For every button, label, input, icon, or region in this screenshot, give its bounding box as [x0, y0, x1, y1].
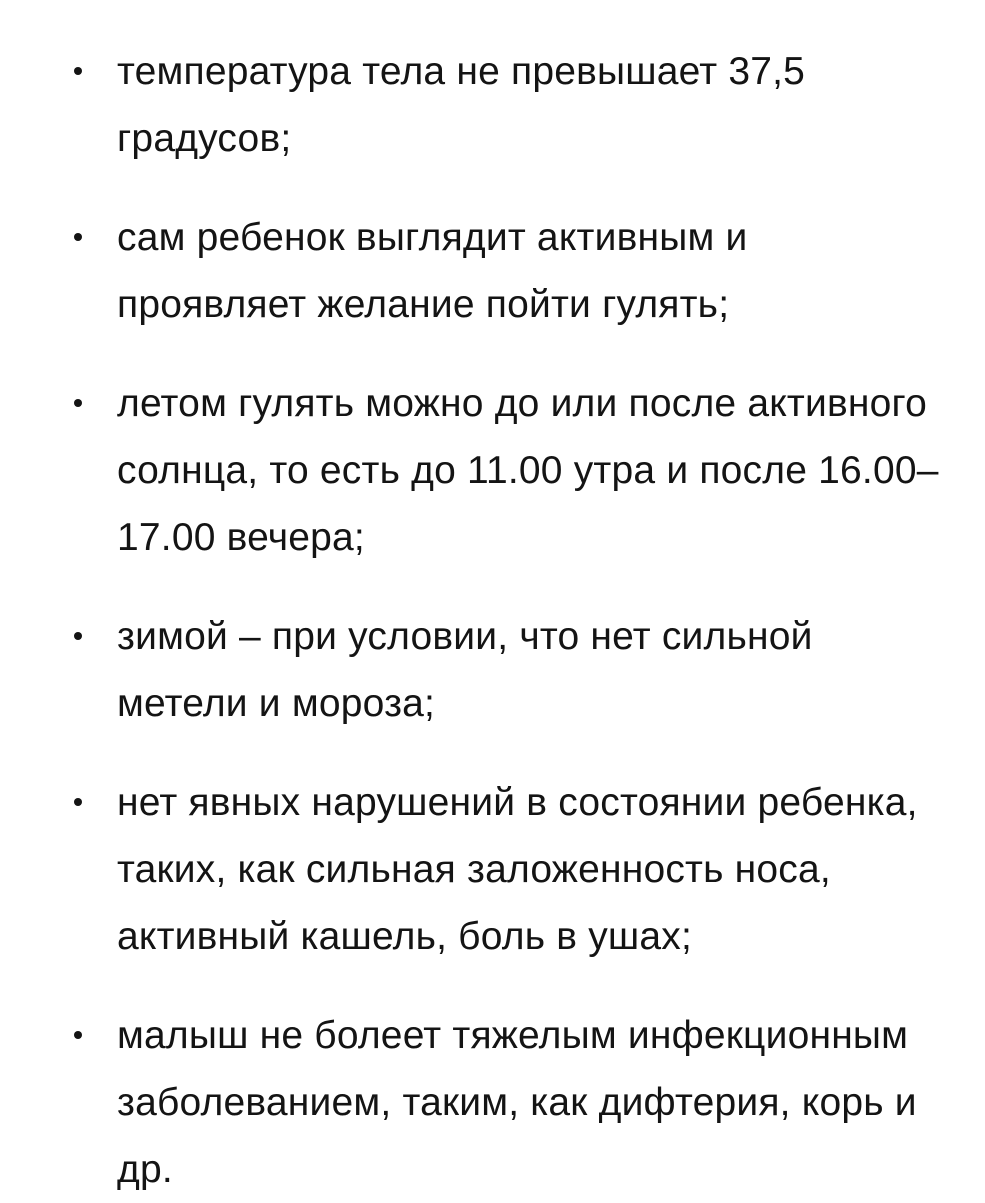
list-item: [0, 38, 985, 172]
bullet-icon: [74, 399, 82, 407]
list-item-text: нет явных нарушений в состоянии ребенка, таких, как сильная заложенность носа, активный кашель, боль в ушах;: [117, 781, 918, 958]
list-item: [0, 769, 985, 970]
bullet-icon: [74, 798, 82, 806]
list-item: [0, 204, 985, 338]
bullet-list: [0, 38, 985, 1203]
list-item-text: летом гулять можно до или после активного солнца, то есть до 11.00 утра и после 16.00–17.00 вечера;: [117, 382, 939, 559]
list-item-text: сам ребенок выглядит активным и проявляет желание пойти гулять;: [117, 216, 748, 326]
list-item-text: зимой – при условии, что нет сильной метели и мороза;: [117, 615, 813, 725]
list-item-text: малыш не болеет тяжелым инфекционным заболеванием, таким, как дифтерия, корь и др.: [117, 1014, 917, 1191]
bullet-icon: [74, 1031, 82, 1039]
bullet-icon: [74, 67, 82, 75]
list-item-text: температура тела не превышает 37,5 градусов;: [117, 50, 806, 160]
bullet-icon: [74, 233, 82, 241]
list-item: [0, 370, 985, 571]
bullet-icon: [74, 632, 82, 640]
list-item: [0, 1002, 985, 1203]
list-item: [0, 603, 985, 737]
